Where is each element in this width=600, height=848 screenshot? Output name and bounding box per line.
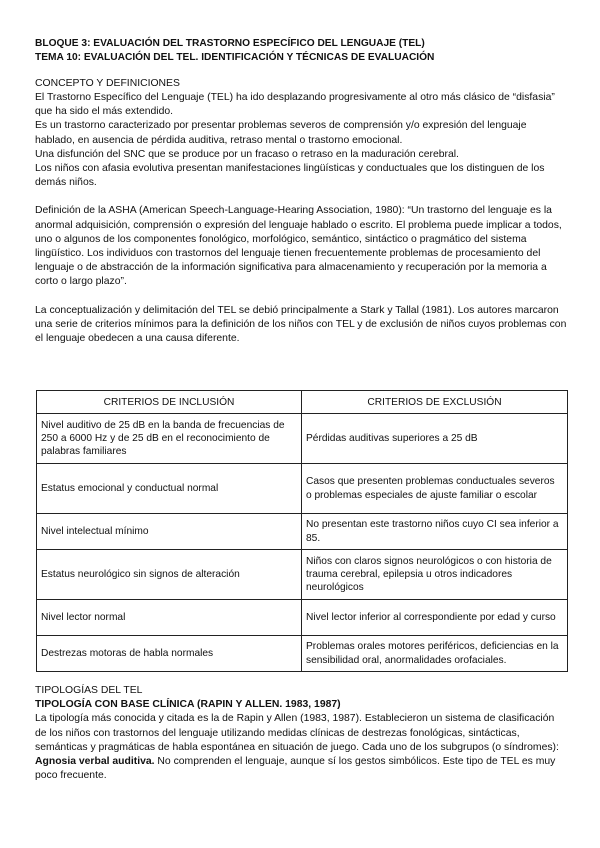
paragraph-disfasia: El Trastorno Específico del Lenguaje (TEL) ha ido desplazando progresivamente al otro más clásico de “disfasia” que ha sido el más extendido. — [35, 92, 555, 118]
subsection-title-rapin-allen: TIPOLOGÍA CON BASE CLÍNICA (RAPIN Y ALLEN. 1983, 1987) — [35, 699, 341, 711]
paragraph-asha: Definición de la ASHA (American Speech-Language-Hearing Association, 1980): “Un trastorno del lenguaje es la anormal adquisición, comprensión o expresión del lenguaje hablado o escrito. El problema puede implicar a todos, uno o algunos de los componentes fonológico, morfológico, semántico, sintáctico o pragmático del sistema lingüístico. Los individuos con trastornos del lenguaje tienen frecuentemente problemas de procesamiento del lenguaje o de abstracción de la información significativa para almacenamiento y recuperación por la memoria a corto o largo plazo”. — [35, 205, 562, 288]
section-title-concepto: CONCEPTO Y DEFINICIONES — [35, 78, 180, 89]
table-row — [37, 636, 568, 672]
table-row — [37, 514, 568, 550]
criteria-table — [36, 390, 568, 672]
paragraph-rapin-allen: La tipología más conocida y citada es la de Rapin y Allen (1983, 1987). Establecieron un sistema de clasificación de los niños con trastornos del lenguaje utilizando medidas clínicas de destrezas fonológicas, sintácticas, semánticas y pragmáticas de habla espontánea en situación de juego. Cada uno de los subgrupos (o síndromes): — [35, 713, 559, 753]
cell-inclusion: Estatus neurológico sin signos de alteración — [37, 550, 302, 600]
spacer — [35, 290, 567, 304]
table-row — [37, 600, 568, 636]
cell-exclusion: Nivel lector inferior al correspondiente por edad y curso — [302, 600, 568, 636]
paragraph-stark-tallal: La conceptualización y delimitación del TEL se debió principalmente a Stark y Tallal (1981). Los autores marcaron una serie de criterios mínimos para la definición de los niños con TEL y de exclusión de niños cuyos problemas con el lenguaje obedecen a una causa diferente. — [35, 304, 567, 345]
cell-inclusion: Nivel intelectual mínimo — [37, 514, 302, 550]
agnosia-description: No comprenden el lenguaje, aunque sí los gestos simbólicos. Este tipo de TEL es muy poco frecuente. — [35, 756, 556, 782]
paragraph-trastorno: Es un trastorno caracterizado por presentar problemas severos de comprensión y/o expresión del lenguaje hablado, en ausencia de pérdida auditiva, retraso mental o trastorno emocional. — [35, 120, 527, 146]
table-row — [37, 464, 568, 514]
table-row — [37, 414, 568, 464]
paragraph-snc: Una disfunción del SNC que se produce por un fracaso o retraso en la maduración cerebral. — [35, 148, 459, 160]
spacer — [35, 190, 567, 204]
paragraph-afasia: Los niños con afasia evolutiva presentan manifestaciones lingüísticas y conductuales que los distinguen de los demás niños. — [35, 163, 545, 189]
cell-exclusion: Casos que presenten problemas conductuales severos o problemas especiales de ajuste familiar o escolar — [302, 464, 568, 514]
table-header-row — [37, 391, 568, 414]
cell-inclusion: Destrezas motoras de habla normales — [37, 636, 302, 672]
document-page — [35, 37, 567, 783]
cell-inclusion: Nivel auditivo de 25 dB en la banda de frecuencias de 250 a 6000 Hz y de 25 dB en el reconocimiento de palabras familiares — [37, 414, 302, 464]
spacer — [35, 346, 567, 390]
topic-title: TEMA 10: EVALUACIÓN DEL TEL. IDENTIFICACIÓN Y TÉCNICAS DE EVALUACIÓN — [35, 51, 435, 63]
section-title-tipologias: TIPOLOGÍAS DEL TEL — [35, 685, 143, 697]
block-title: BLOQUE 3: EVALUACIÓN DEL TRASTORNO ESPECÍFICO DEL LENGUAJE (TEL) — [35, 38, 425, 49]
cell-inclusion: Nivel lector normal — [37, 600, 302, 636]
agnosia-term: Agnosia verbal auditiva. — [35, 756, 155, 768]
cell-exclusion: Pérdidas auditivas superiores a 25 dB — [302, 414, 568, 464]
cell-exclusion: No presentan este trastorno niños cuyo CI sea inferior a 85. — [302, 514, 568, 550]
paragraph-agnosia — [35, 755, 567, 783]
header-exclusion: CRITERIOS DE EXCLUSIÓN — [302, 391, 568, 414]
header-inclusion: CRITERIOS DE INCLUSIÓN — [37, 391, 302, 414]
cell-exclusion: Problemas orales motores periféricos, deficiencias en la sensibilidad oral, anormalidades orofaciales. — [302, 636, 568, 672]
table-row — [37, 550, 568, 600]
cell-exclusion: Niños con claros signos neurológicos o con historia de trauma cerebral, epilepsia u otros indicadores neurológicos — [302, 550, 568, 600]
cell-inclusion: Estatus emocional y conductual normal — [37, 464, 302, 514]
